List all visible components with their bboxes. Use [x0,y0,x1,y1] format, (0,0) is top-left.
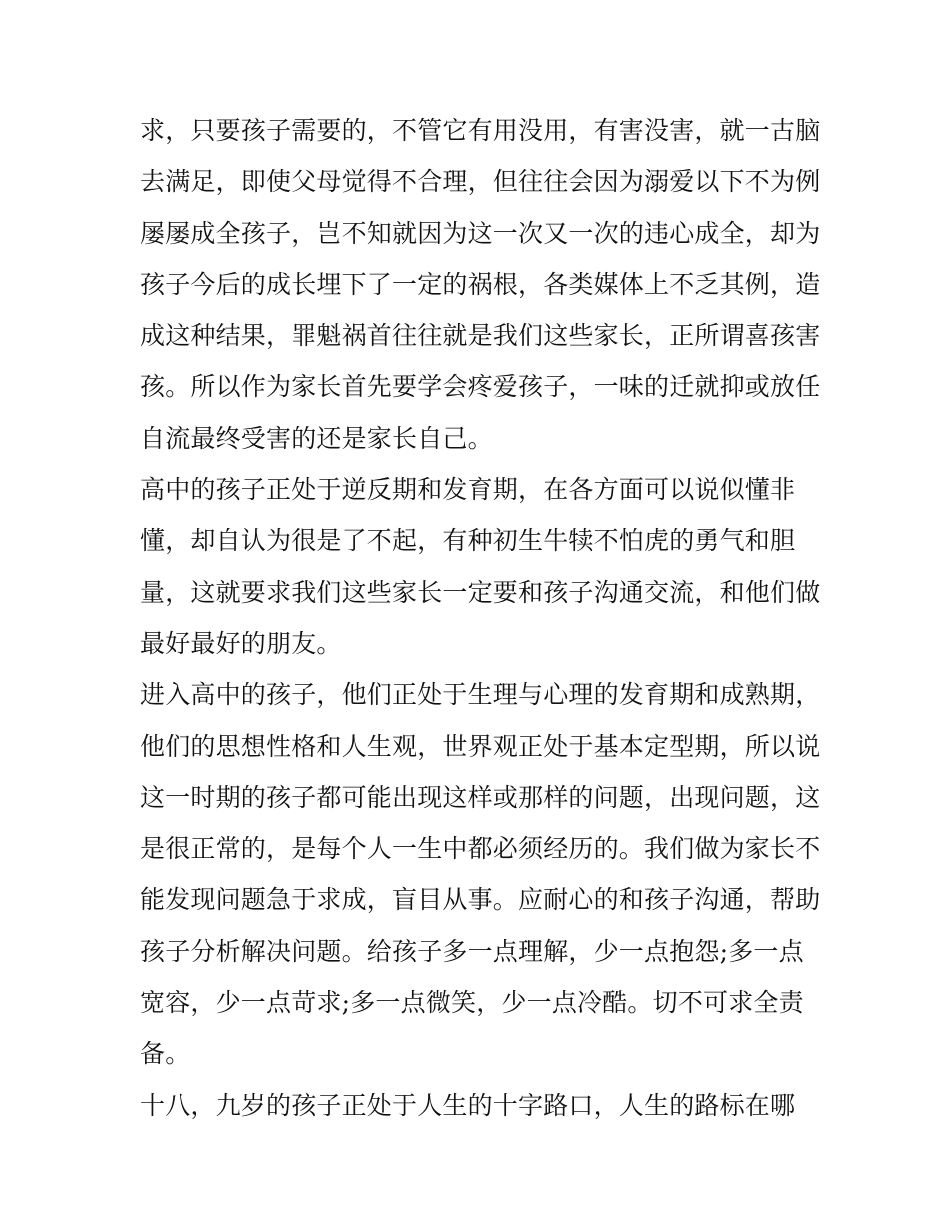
document-body [140,105,820,1131]
text-line: 这一时期的孩子都可能出现这样或那样的问题，出现问题，这 [140,782,820,812]
text-line: 屡屡成全孩子，岂不知就因为这一次又一次的违心成全，却为 [140,218,820,248]
text-line: 自流最终受害的还是家长自己。 [140,423,493,453]
text-line: 孩。所以作为家长首先要学会疼爱孩子，一味的迁就抑或放任 [140,372,820,402]
text-line: 懂，却自认为很是了不起，有种初生牛犊不怕虎的勇气和胆 [140,526,796,556]
text-line: 宽容，少一点苛求;多一点微笑，少一点冷酷。切不可求全责 [140,988,804,1018]
text-line: 是很正常的，是每个人一生中都必须经历的。我们做为家长不 [140,834,820,864]
text-line: 求，只要孩子需要的，不管它有用没用，有害没害，就一古脑 [140,116,820,145]
text-line: 孩子分析解决问题。给孩子多一点理解，少一点抱怨;多一点 [140,936,804,966]
text-line: 十八，九岁的孩子正处于人生的十字路口，人生的路标在哪 [140,1090,796,1120]
text-line: 他们的思想性格和人生观，世界观正处于基本定型期，所以说 [140,731,820,761]
text-line: 孩子今后的成长埋下了一定的祸根，各类媒体上不乏其例，造 [140,269,820,299]
text-line: 进入高中的孩子，他们正处于生理与心理的发育期和成熟期， [140,680,820,710]
text-line: 去满足，即使父母觉得不合理，但往往会因为溺爱以下不为例 [140,167,820,197]
text-line: 最好最好的朋友。 [140,628,342,658]
text-line: 成这种结果，罪魁祸首往往就是我们这些家长，正所谓喜孩害 [140,321,820,351]
text-line: 能发现问题急于求成，盲目从事。应耐心的和孩子沟通，帮助 [140,885,820,915]
text-line: 高中的孩子正处于逆反期和发育期，在各方面可以说似懂非 [140,475,796,505]
text-line: 备。 [140,1039,191,1069]
text-line: 量，这就要求我们这些家长一定要和孩子沟通交流，和他们做 [140,577,820,607]
